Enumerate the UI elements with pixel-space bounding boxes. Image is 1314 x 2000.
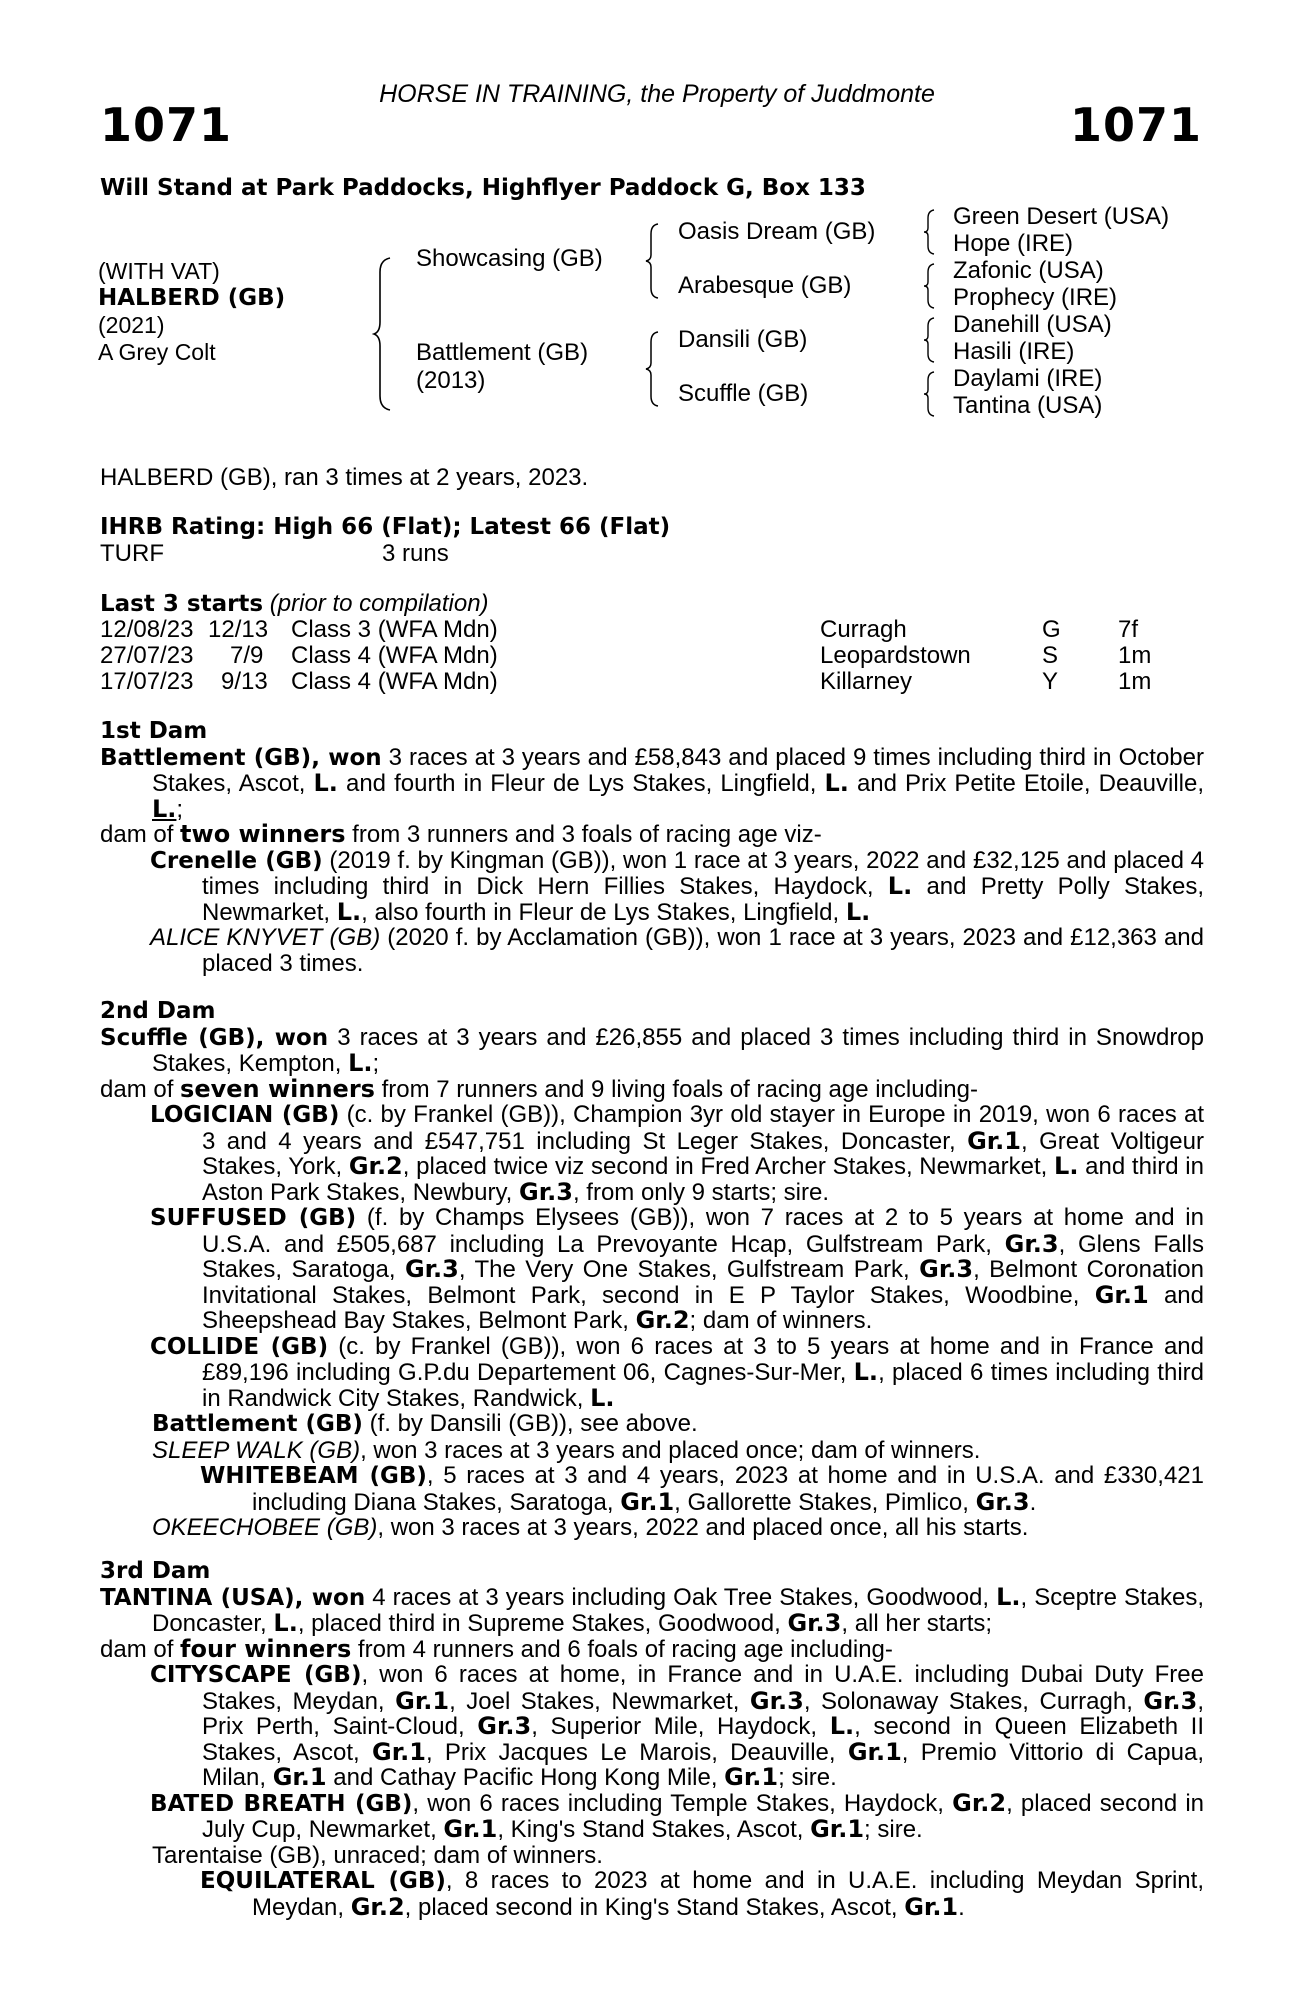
pedigree-brace-g3 (922, 316, 938, 364)
produce-whitebeam (100, 1463, 1204, 1515)
produce-text: , Great Voltigeur Stakes, York, (202, 1127, 1204, 1180)
third-dam-name: TANTINA (USA), won (100, 1584, 366, 1611)
produce-text: and Sheepshead Bay Stakes, Belmont Park, (202, 1281, 1204, 1334)
produce-crenelle (100, 848, 1204, 926)
produce-winners: seven winners (180, 1074, 375, 1103)
g3-8: Tantina (USA) (953, 392, 1103, 419)
produce-winners: two winners (180, 820, 346, 848)
produce-text: , King's Stand Stakes, Ascot, (497, 1816, 811, 1843)
group-mark: Gr.1 (272, 1763, 327, 1791)
first-dam-section (100, 719, 1204, 976)
produce-text: , Prix Perth, Saint-Cloud, (202, 1687, 1204, 1740)
listed-mark: L. (348, 1049, 373, 1077)
second-dam-name: Scuffle (GB), won (100, 1024, 329, 1051)
produce-text: and third in Aston Park Stakes, Newbury, (202, 1153, 1204, 1206)
produce-text: , won 3 races at 3 years and placed once; dam of winners. (360, 1436, 981, 1464)
produce-collide (100, 1334, 1204, 1412)
start-position: 7/9 (230, 642, 264, 669)
produce-name: Battlement (GB) (152, 1411, 363, 1437)
third-dam-record (100, 1582, 1204, 1637)
produce-text: dam of (100, 1075, 181, 1103)
produce-text: , placed second in King's Stand Stakes, Ascot, (404, 1893, 905, 1921)
last-starts-title: Last 3 starts (100, 591, 264, 617)
produce-text: (2020 f. by Acclamation (GB)), won 1 race at 3 years, 2023 and £12,363 and placed 3 times. (202, 924, 1204, 977)
produce-cityscape (100, 1662, 1204, 1791)
produce-text: . (1029, 1488, 1037, 1516)
pedigree-brace-g2 (922, 262, 938, 310)
produce-text: and Cathay Pacific Hong Kong Mile, (326, 1764, 725, 1791)
start-going: Y (1042, 668, 1059, 695)
group-mark: Gr.2 (350, 1892, 405, 1921)
group-mark: Gr.1 (904, 1892, 959, 1921)
rating-title: IHRB Rating: High 66 (Flat); Latest 66 (Flat) (100, 514, 671, 540)
third-dam-text: , Sceptre Stakes, Doncaster, (152, 1583, 1204, 1637)
start-going: G (1042, 616, 1061, 643)
produce-text: (f. by Champs Elysees (GB)), won 7 races at 2 to 5 years at home and in U.S.A. and £505,687 including La Prevoyante Hcap, Gulfstream Park, (202, 1204, 1204, 1258)
horse-name: HALBERD (GB) (98, 285, 286, 311)
produce-text: (c. by Frankel (GB)), won 6 races at 3 to 5 years at home and in France and £89,196 including G.P.du Departement 06, Cagnes-Sur-Mer, (202, 1332, 1204, 1386)
start-distance: 7f (1118, 616, 1139, 643)
produce-winners: four winners (180, 1634, 352, 1663)
produce-text: , The Very One Stakes, Gulfstream Park, (458, 1256, 920, 1283)
group-mark: Gr.2 (348, 1152, 403, 1180)
g3-6: Hasili (IRE) (953, 338, 1075, 365)
pedigree-brace-g4 (922, 370, 938, 418)
listed-mark: L. (152, 794, 177, 823)
produce-text: , Joel Stakes, Newmarket, (449, 1687, 750, 1715)
start-date: 12/08/23 (100, 616, 194, 643)
produce-name: SLEEP WALK (GB) (152, 1436, 361, 1464)
first-dam-produce-line (100, 822, 1204, 848)
produce-bated-breath (100, 1788, 1204, 1843)
produce-text: dam of (100, 821, 181, 848)
sire-dam: Arabesque (GB) (678, 272, 852, 299)
second-dam-record (100, 1025, 1204, 1077)
produce-name: LOGICIAN (GB) (150, 1102, 340, 1128)
start-date: 17/07/23 (100, 668, 194, 695)
group-mark: Gr.1 (372, 1737, 426, 1766)
produce-text: ; sire. (778, 1764, 837, 1791)
rating-surface: TURF (100, 540, 164, 567)
listed-mark: L. (853, 1358, 879, 1386)
third-dam-section (100, 1559, 1204, 1920)
sire-sire: Oasis Dream (GB) (678, 218, 876, 245)
start-distance: 1m (1118, 642, 1152, 669)
first-dam-name: Battlement (GB), won (100, 744, 382, 771)
lot-number-left: 1071 (100, 98, 233, 152)
third-dam-heading: 3rd Dam (100, 1558, 211, 1584)
horse-identity (98, 258, 285, 366)
pedigree-brace-sire (644, 222, 662, 300)
group-mark: Gr.3 (919, 1255, 974, 1283)
group-mark: Gr.3 (477, 1712, 532, 1740)
listed-mark: L. (273, 1609, 298, 1637)
start-course: Curragh (820, 616, 907, 643)
listed-mark: L. (590, 1383, 615, 1412)
produce-battlement (100, 1411, 1204, 1438)
first-dam-text: and fourth in Fleur de Lys Stakes, Lingfield, (337, 770, 825, 797)
group-mark: Gr.3 (975, 1487, 1030, 1516)
second-dam-section (100, 999, 1204, 1541)
produce-equilateral (100, 1868, 1204, 1920)
produce-text: , won 3 races at 3 years, 2022 and placed once, all his starts. (377, 1514, 1029, 1541)
produce-text: , Glens Falls Stakes, Saratoga, (202, 1230, 1204, 1283)
produce-name: OKEECHOBEE (GB) (152, 1514, 378, 1541)
first-dam-text: ; (176, 795, 184, 823)
listed-mark: L. (845, 897, 871, 926)
produce-text: (f. by Dansili (GB)), see above. (362, 1410, 698, 1437)
third-dam-text: 4 races at 3 years including Oak Tree Stakes, Goodwood, (365, 1583, 997, 1611)
start-course: Leopardstown (820, 642, 971, 669)
group-mark: Gr.1 (724, 1763, 779, 1791)
dam-name: Battlement (GB) (416, 339, 589, 366)
first-dam-text: 3 races at 3 years and £58,843 and placed 9 times including third in October Stakes, Ascot, (152, 743, 1204, 797)
group-mark: Gr.3 (404, 1255, 459, 1283)
first-dam-heading: 1st Dam (100, 718, 208, 744)
produce-text: , Belmont Coronation Invitational Stakes, Belmont Park, second in E P Taylor Stakes, Woodbine, (202, 1256, 1204, 1309)
group-mark: Gr.3 (787, 1609, 842, 1637)
produce-text: , Premio Vittorio di Capua, Milan, (202, 1738, 1204, 1791)
produce-text: . (958, 1893, 965, 1921)
group-mark: Gr.1 (847, 1737, 902, 1766)
g3-7: Daylami (IRE) (953, 365, 1103, 392)
start-distance: 1m (1118, 668, 1152, 695)
produce-name: SUFFUSED (GB) (150, 1205, 357, 1231)
group-mark: Gr.2 (952, 1788, 1007, 1817)
group-mark: Gr.3 (749, 1686, 804, 1715)
produce-text: , Prix Jacques Le Marois, Deauville, (425, 1738, 848, 1766)
lot-number-right: 1071 (1069, 98, 1202, 152)
group-mark: Gr.1 (620, 1487, 675, 1516)
pedigree-brace-g1 (922, 208, 938, 256)
third-dam-produce-line (100, 1634, 1204, 1663)
stand-location: Will Stand at Park Paddocks, Highflyer Paddock G, Box 133 (100, 175, 866, 201)
group-mark: Gr.1 (1094, 1280, 1149, 1309)
produce-suffused (100, 1205, 1204, 1334)
produce-text: , Gallorette Stakes, Pimlico, (674, 1488, 976, 1516)
vat-note: (WITH VAT) (98, 258, 220, 284)
produce-text: dam of (100, 1635, 181, 1663)
listed-mark: L. (1054, 1152, 1079, 1180)
g3-3: Zafonic (USA) (953, 257, 1104, 284)
start-race: Class 3 (WFA Mdn) (291, 616, 498, 643)
group-mark: Gr.3 (1143, 1686, 1198, 1715)
produce-text: , placed 6 times including third in Randwick City Stakes, Randwick, (202, 1359, 1204, 1412)
start-race: Class 4 (WFA Mdn) (291, 668, 498, 695)
group-mark: Gr.1 (967, 1126, 1021, 1155)
start-going: S (1042, 642, 1059, 669)
produce-text: , placed second in July Cup, Newmarket, (202, 1789, 1204, 1843)
produce-text: and Pretty Polly Stakes, Newmarket, (202, 873, 1204, 926)
produce-alice (100, 925, 1204, 976)
listed-mark: L. (824, 769, 849, 797)
pedigree-brace-dam (644, 330, 662, 408)
produce-text: , Solonaway Stakes, Curragh, (803, 1687, 1144, 1715)
produce-text: , also fourth in Fleur de Lys Stakes, Lingfield, (361, 898, 846, 926)
g3-4: Prophecy (IRE) (953, 284, 1118, 311)
first-dam-text: and Prix Petite Etoile, Deauville, (848, 770, 1204, 797)
foaling-year: (2021) (98, 312, 165, 338)
listed-mark: L. (887, 872, 913, 900)
produce-text: , won 6 races including Temple Stakes, Haydock, (412, 1789, 953, 1817)
catalogue-header: HORSE IN TRAINING, the Property of Juddmonte (379, 80, 935, 108)
second-dam-produce-line (100, 1074, 1204, 1103)
horse-description: A Grey Colt (98, 339, 216, 365)
listed-mark: L. (829, 1712, 855, 1740)
group-mark: Gr.1 (443, 1815, 498, 1843)
last-starts-heading (100, 591, 489, 618)
group-mark: Gr.3 (1004, 1229, 1059, 1258)
listed-mark: L. (996, 1582, 1021, 1611)
produce-logician (100, 1102, 1204, 1205)
group-mark: Gr.1 (810, 1815, 865, 1843)
produce-text: , placed twice viz second in Fred Archer Stakes, Newmarket, (402, 1153, 1055, 1180)
group-mark: Gr.1 (395, 1686, 450, 1715)
produce-text: (2019 f. by Kingman (GB)), won 1 race at 3 years, 2022 and £32,125 and placed 4 times including third in Dick Hern Fillies Stakes, Haydock, (202, 846, 1204, 900)
first-dam-record (100, 745, 1204, 823)
produce-name: ALICE KNYVET (GB) (150, 924, 381, 951)
produce-name: EQUILATERAL (GB) (200, 1868, 446, 1894)
produce-name: BATED BREATH (GB) (150, 1790, 413, 1817)
group-mark: Gr.3 (519, 1177, 573, 1206)
listed-mark: L. (313, 769, 338, 797)
produce-name: Crenelle (GB) (150, 847, 323, 874)
dam-year: (2013) (416, 367, 486, 394)
produce-name: COLLIDE (GB) (150, 1333, 329, 1360)
produce-text: , Superior Mile, Haydock, (531, 1713, 830, 1740)
produce-text: ; sire. (864, 1816, 923, 1843)
produce-text: , 8 races to 2023 at home and in U.A.E. including Meydan Sprint, Meydan, (252, 1867, 1204, 1921)
produce-text: from 4 runners and 6 foals of racing age including- (351, 1635, 893, 1663)
produce-text: ; dam of winners. (689, 1307, 873, 1334)
g3-2: Hope (IRE) (953, 230, 1074, 257)
start-position: 12/13 (208, 616, 269, 643)
sire-name: Showcasing (GB) (416, 245, 603, 272)
produce-name: CITYSCAPE (GB) (150, 1662, 362, 1688)
produce-text: from 3 runners and 3 foals of racing age viz- (345, 821, 822, 848)
listed-mark: L. (336, 897, 362, 926)
start-course: Killarney (820, 668, 913, 695)
group-mark: Gr.2 (635, 1306, 690, 1334)
start-position: 9/13 (221, 668, 268, 695)
produce-text: , won 6 races at home, in France and in U.A.E. including Dubai Duty Free Stakes, Meydan, (202, 1661, 1204, 1715)
produce-text: , second in Queen Elizabeth II Stakes, Ascot, (202, 1713, 1205, 1766)
produce-tarentaise: Tarentaise (GB), unraced; dam of winners. (152, 1841, 603, 1869)
third-dam-text: , placed third in Supreme Stakes, Goodwood, (297, 1610, 788, 1637)
third-dam-text: , all her starts; (841, 1610, 993, 1637)
dam-sire: Dansili (GB) (678, 326, 808, 353)
rating-runs: 3 runs (382, 540, 449, 567)
g3-5: Danehill (USA) (953, 311, 1112, 338)
pedigree-brace-main (372, 256, 394, 412)
produce-text: (c. by Frankel (GB)), Champion 3yr old stayer in Europe in 2019, won 6 races at 3 and 4 years and £547,751 including St Leger Stakes, Doncaster, (202, 1101, 1204, 1155)
last-starts-note: (prior to compilation) (269, 590, 489, 617)
produce-sleep-walk (100, 1438, 1204, 1464)
dam-dam: Scuffle (GB) (678, 380, 809, 407)
produce-name: WHITEBEAM (GB) (200, 1463, 427, 1489)
produce-okeechobee (100, 1515, 1204, 1541)
second-dam-heading: 2nd Dam (100, 998, 216, 1024)
g3-1: Green Desert (USA) (953, 203, 1170, 230)
start-race: Class 4 (WFA Mdn) (291, 642, 498, 669)
produce-text: from 7 runners and 9 living foals of racing age including- (374, 1075, 978, 1103)
produce-text: , from only 9 starts; sire. (572, 1178, 830, 1206)
race-summary: HALBERD (GB), ran 3 times at 2 years, 2023. (100, 464, 589, 491)
second-dam-text: 3 races at 3 years and £26,855 and placed 3 times including third in Snowdrop Stakes, Kempton, (152, 1023, 1205, 1077)
start-date: 27/07/23 (100, 642, 194, 669)
second-dam-text: ; (372, 1050, 380, 1077)
produce-text: , 5 races at 3 and 4 years, 2023 at home and in U.S.A. and £330,421 including Diana Stakes, Saratoga, (252, 1462, 1204, 1516)
